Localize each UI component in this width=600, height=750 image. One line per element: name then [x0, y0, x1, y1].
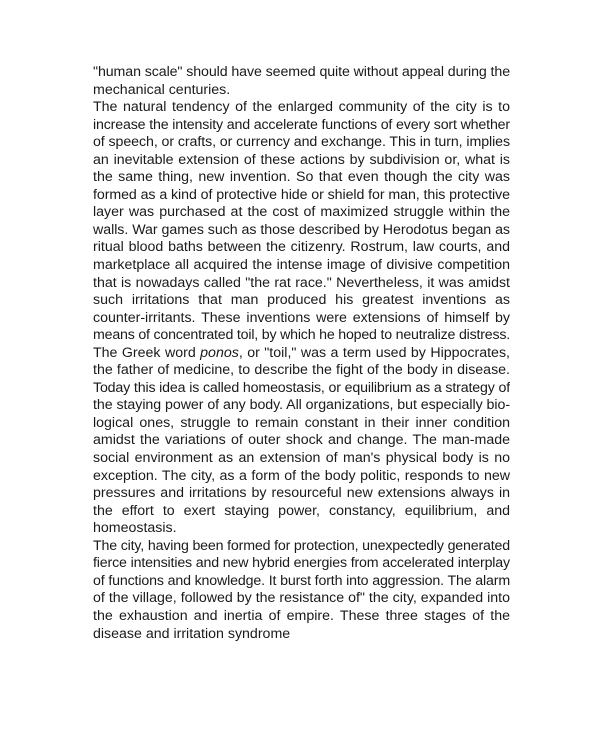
text-line: the staying power of any body. All organizations, but especially bio- — [93, 397, 510, 414]
text-line: of functions and knowledge. It burst forth into aggression. The alarm — [93, 572, 510, 589]
text-line: an inevitable extension of these actions by subdivision or, what is — [93, 151, 510, 168]
paragraph-2 — [93, 99, 510, 538]
text-fragment: , or "toil," was a term used by Hippocrates, — [238, 344, 510, 361]
text-line: the same thing, new invention. So that even though the city was — [93, 169, 510, 186]
text-line: of the village, followed by the resistance of" the city, expanded into — [93, 590, 510, 607]
text-line: layer was purchased at the cost of maximized struggle within the — [93, 204, 510, 221]
paragraph-1 — [93, 64, 510, 99]
text-line: homeostasis. — [93, 520, 177, 537]
body-text — [93, 64, 510, 643]
text-line: Today this idea is called homeostasis, or equilibrium as a strategy of — [93, 379, 510, 396]
text-line: exception. The city, as a form of the body politic, responds to new — [93, 467, 510, 484]
paragraph-3 — [93, 538, 510, 643]
text-line: mechanical centuries. — [93, 81, 231, 98]
text-line: fierce intensities and new hybrid energies from accelerated interplay — [93, 555, 510, 572]
text-fragment: The Greek word — [93, 344, 201, 361]
text-line: ritual blood baths between the citizenry. Rostrum, law courts, and — [93, 239, 510, 256]
text-line: the father of medicine, to describe the fight of the body in disease. — [93, 362, 510, 379]
text-line: marketplace all acquired the intense image of divisive competition — [93, 257, 510, 274]
text-line: The city, having been formed for protection, unexpectedly generated — [93, 537, 510, 554]
text-line — [93, 345, 510, 363]
italic-term-ponos: ponos — [200, 344, 239, 361]
text-line: such irritations that man produced his greatest inventions as — [93, 292, 510, 309]
text-line: pressures and irritations by resourceful new extensions always in — [93, 485, 510, 502]
text-line: the effort to exert staying power, constancy, equilibrium, and — [93, 502, 510, 519]
text-line: means of concentrated toil, by which he hoped to neutralize distress. — [93, 327, 510, 344]
text-line: The natural tendency of the enlarged community of the city is to — [93, 99, 510, 116]
text-line: formed as a kind of protective hide or shield for man, this protective — [93, 186, 510, 203]
text-line: walls. War games such as those described by Herodotus began as — [93, 221, 510, 238]
text-line: counter-irritants. These inventions were extensions of himself by — [93, 309, 510, 326]
text-line: increase the intensity and accelerate functions of every sort whether — [93, 116, 510, 133]
text-line: the exhaustion and inertia of empire. These three stages of the — [93, 607, 510, 624]
text-line: logical ones, struggle to remain constant in their inner condition — [93, 414, 510, 431]
text-line: of speech, or crafts, or currency and exchange. This in turn, implies — [93, 134, 510, 151]
text-line: that is nowadays called "the rat race." Nevertheless, it was amidst — [93, 274, 510, 291]
text-line: "human scale" should have seemed quite without appeal during the — [93, 64, 510, 80]
text-line: disease and irritation syndrome — [93, 625, 291, 642]
text-line: social environment as an extension of man's physical body is no — [93, 450, 510, 467]
text-line: amidst the variations of outer shock and change. The man-made — [93, 432, 510, 449]
